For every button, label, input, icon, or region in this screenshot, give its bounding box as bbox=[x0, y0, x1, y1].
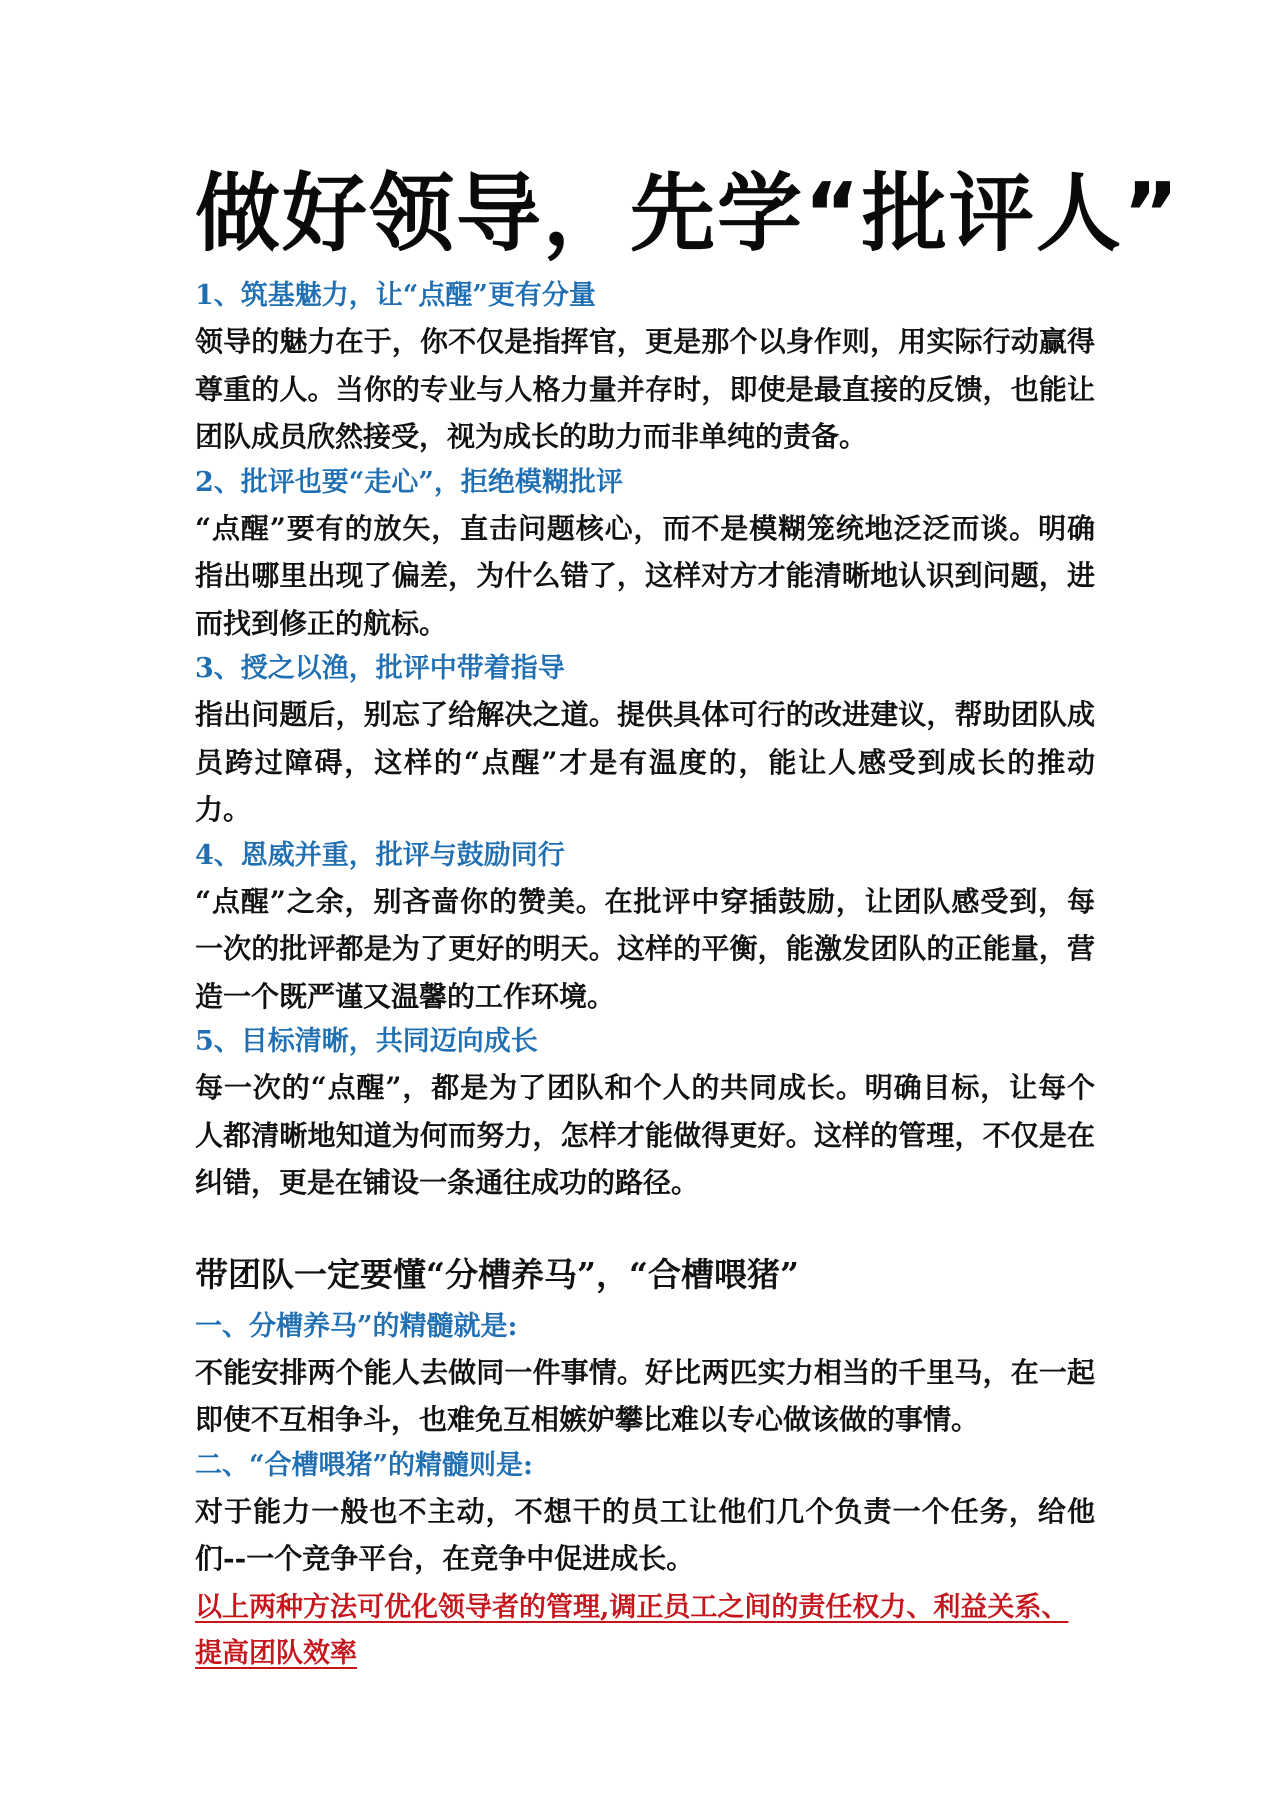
point-body: 指出问题后，别忘了给解决之道。提供具体可行的改进建议，帮助团队成员跨过障碍，这样的“点醒”才是有温度的，能让人感受到成长的推动力。 bbox=[195, 698, 1095, 826]
conclusion-text: 以上两种方法可优化领导者的管理,调正员工之间的责任权力、利益关系、提高团队效率 bbox=[195, 1591, 1069, 1669]
point-heading: 2、批评也要“走心”，拒绝模糊批评 bbox=[195, 466, 623, 498]
point-body: “点醒”要有的放矢，直击问题核心，而不是模糊笼统地泛泛而谈。明确指出哪里出现了偏差，为什么错了，这样对方才能清晰地认识到问题，进而找到修正的航标。 bbox=[195, 511, 1095, 640]
section-item-body: 对于能力一般也不主动，不想干的员工让他们几个负责一个任务，给他们--一个竞争平台，在竞争中促进成长。 bbox=[195, 1494, 1095, 1575]
section-item-heading: 二、“合槽喂猪”的精髓则是: bbox=[195, 1449, 534, 1481]
point-body: “点醒”之余，别吝啬你的赞美。在批评中穿插鼓励，让团队感受到，每一次的批评都是为了更好的明天。这样的平衡，能激发团队的正能量，营造一个既严谨又温馨的工作环境。 bbox=[195, 884, 1095, 1013]
section-item-body: 不能安排两个能人去做同一件事情。好比两匹实力相当的千里马，在一起即使不互相争斗，也难免互相嫉妒攀比难以专心做该做的事情。 bbox=[195, 1355, 1095, 1436]
point-4 bbox=[195, 834, 1095, 1021]
section-item-heading: 一、分槽养马”的精髓就是: bbox=[195, 1310, 518, 1342]
document-page bbox=[195, 160, 1181, 1677]
point-heading: 4、恩威并重，批评与鼓励同行 bbox=[195, 839, 565, 871]
point-heading: 3、授之以渔，批评中带着指导 bbox=[195, 653, 565, 684]
section-item-2 bbox=[195, 1444, 1095, 1583]
point-body: 每一次的“点醒”，都是为了团队和个人的共同成长。明确目标，让每个人都清晰地知道为何而努力，怎样才能做得更好。这样的管理，不仅是在纠错，更是在铺设一条通往成功的路径。 bbox=[195, 1071, 1095, 1199]
point-2 bbox=[195, 461, 1095, 648]
point-5 bbox=[195, 1020, 1095, 1207]
section-title: 带团队一定要懂“分槽养马”，“合槽喂猪” bbox=[195, 1254, 799, 1294]
section-item-1 bbox=[195, 1305, 1095, 1444]
point-1 bbox=[195, 274, 1095, 461]
point-heading: 1、筑基魅力，让“点醒”更有分量 bbox=[195, 280, 596, 311]
point-heading: 5、目标清晰，共同迈向成长 bbox=[195, 1026, 538, 1057]
point-3 bbox=[195, 647, 1095, 834]
point-body: 领导的魅力在于，你不仅是指挥官，更是那个以身作则，用实际行动赢得尊重的人。当你的专业与人格力量并存时，即使是最直接的反馈，也能让团队成员欣然接受，视为成长的助力而非单纯的责备。 bbox=[195, 325, 1095, 453]
page-title: 做好领导，先学“批评人” bbox=[195, 165, 1181, 264]
